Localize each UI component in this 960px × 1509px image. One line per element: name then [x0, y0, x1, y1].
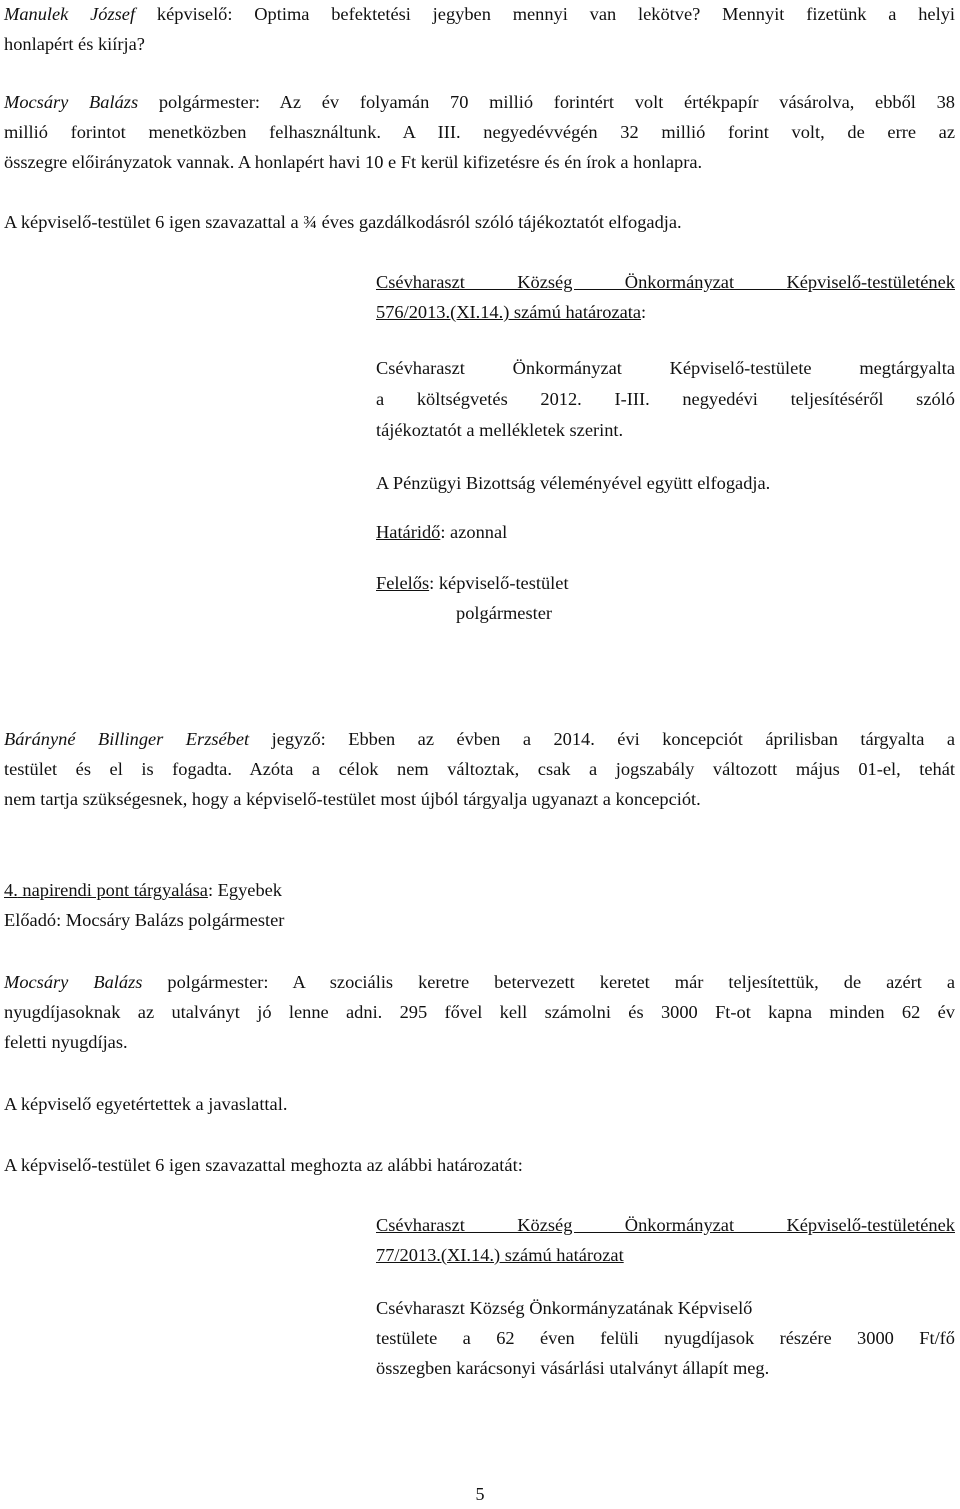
speaker-name: Bárányné Billinger Erzsébet: [4, 729, 250, 749]
vote-statement-2: A képviselő-testület 6 igen szavazattal meghozta az alábbi határozatát:: [4, 1155, 523, 1175]
clerk-line-3: nem tartja szükségesnek, hogy a képviselő-testület most újból tárgyalja ugyanazt a koncepciót.: [4, 789, 701, 809]
clerk-text: jegyző: Ebben az évben a 2014. évi koncepciót áprilisban tárgyalta a: [249, 729, 955, 749]
resolution-body-3: tájékoztatót a mellékletek szerint.: [376, 420, 624, 440]
resolution2-body-2: testülete a 62 éven felüli nyugdíjasok részére 3000 Ft/fő: [376, 1328, 955, 1348]
responsible-value: : képviselő-testület: [429, 573, 569, 593]
clerk-line-2: testület és el is fogadta. Azóta a célok nem változtak, csak a jogszabály változott május 01-el, tehát: [4, 759, 955, 779]
resolution2-heading-1: Csévharaszt Község Önkormányzat Képviselő-testületének: [376, 1215, 955, 1235]
question-line-1: [4, 2, 955, 26]
responsible-label: Felelős: [376, 573, 430, 593]
resolution-body-4: A Pénzügyi Bizottság véleményével együtt elfogadja.: [376, 473, 771, 493]
resolution-number: 576/2013.(XI.14.) számú határozata: [376, 302, 642, 322]
resolution-responsible: [376, 571, 569, 595]
resolution-heading-1: Csévharaszt Község Önkormányzat Képviselő-testületének: [376, 272, 955, 292]
agreement-statement: A képviselő egyetértettek a javaslattal.: [4, 1094, 288, 1114]
answer-line-3: összegre előirányzatok vannak. A honlapért havi 10 e Ft kerül kifizetésre és én írok a honlapra.: [4, 152, 703, 172]
answer-text: polgármester: Az év folyamán 70 millió forintért volt értékpapír vásárolva, ebből 38: [138, 92, 955, 112]
resolution-body-2: a költségvetés 2012. I-III. negyedévi teljesítéséről szóló: [376, 389, 955, 409]
deadline-label: Határidő: [376, 522, 441, 542]
deadline-value: : azonnal: [440, 522, 508, 542]
resolution-heading-2: [376, 300, 646, 324]
speaker-name: Mocsáry Balázs: [4, 92, 139, 112]
resolution-deadline: [376, 520, 507, 544]
resolution-responsible-2: polgármester: [456, 603, 553, 623]
resolution2-body-3: összegben karácsonyi vásárlási utalványt állapít meg.: [376, 1358, 770, 1378]
page-number: 5: [475, 1484, 485, 1504]
resolution2-heading-2: 77/2013.(XI.14.) számú határozat: [376, 1245, 624, 1265]
question-text: képviselő: Optima befektetési jegyben mennyi van lekötve? Mennyit fizetünk a helyi: [135, 4, 955, 24]
speaker-name: Mocsáry Balázs: [4, 972, 143, 992]
agenda-label: napirendi pont tárgyalása: [17, 880, 208, 900]
mayor-line-1: [4, 970, 955, 994]
agenda-title: : Egyebek: [207, 880, 283, 900]
agenda-number: 4.: [4, 880, 18, 900]
resolution-colon: :: [641, 302, 647, 322]
vote-statement: A képviselő-testület 6 igen szavazattal a ¾ éves gazdálkodásról szóló tájékoztatót elfogadja.: [4, 212, 682, 232]
question-line-2: honlapért és kiírja?: [4, 34, 145, 54]
mayor-line-3: feletti nyugdíjas.: [4, 1032, 128, 1052]
resolution2-body-1: Csévharaszt Község Önkormányzatának Képviselő: [376, 1298, 753, 1318]
clerk-line-1: [4, 727, 955, 751]
mayor-line-2: nyugdíjasoknak az utalványt jó lenne adni. 295 fővel kell számolni és 3000 Ft-ot kapna minden 62 év: [4, 1002, 955, 1022]
resolution-body-1: Csévharaszt Önkormányzat Képviselő-testülete megtárgyalta: [376, 358, 955, 378]
agenda-presenter: Előadó: Mocsáry Balázs polgármester: [4, 910, 285, 930]
speaker-name: Manulek József: [4, 4, 136, 24]
answer-line-2: millió forintot menetközben felhasználtunk. A III. negyedévvégén 32 millió forint volt, de erre az: [4, 122, 955, 142]
mayor-text: polgármester: A szociális keretre betervezett keretet már teljesítettük, de azért a: [142, 972, 955, 992]
agenda-heading: [4, 878, 282, 902]
answer-line-1: [4, 90, 955, 114]
